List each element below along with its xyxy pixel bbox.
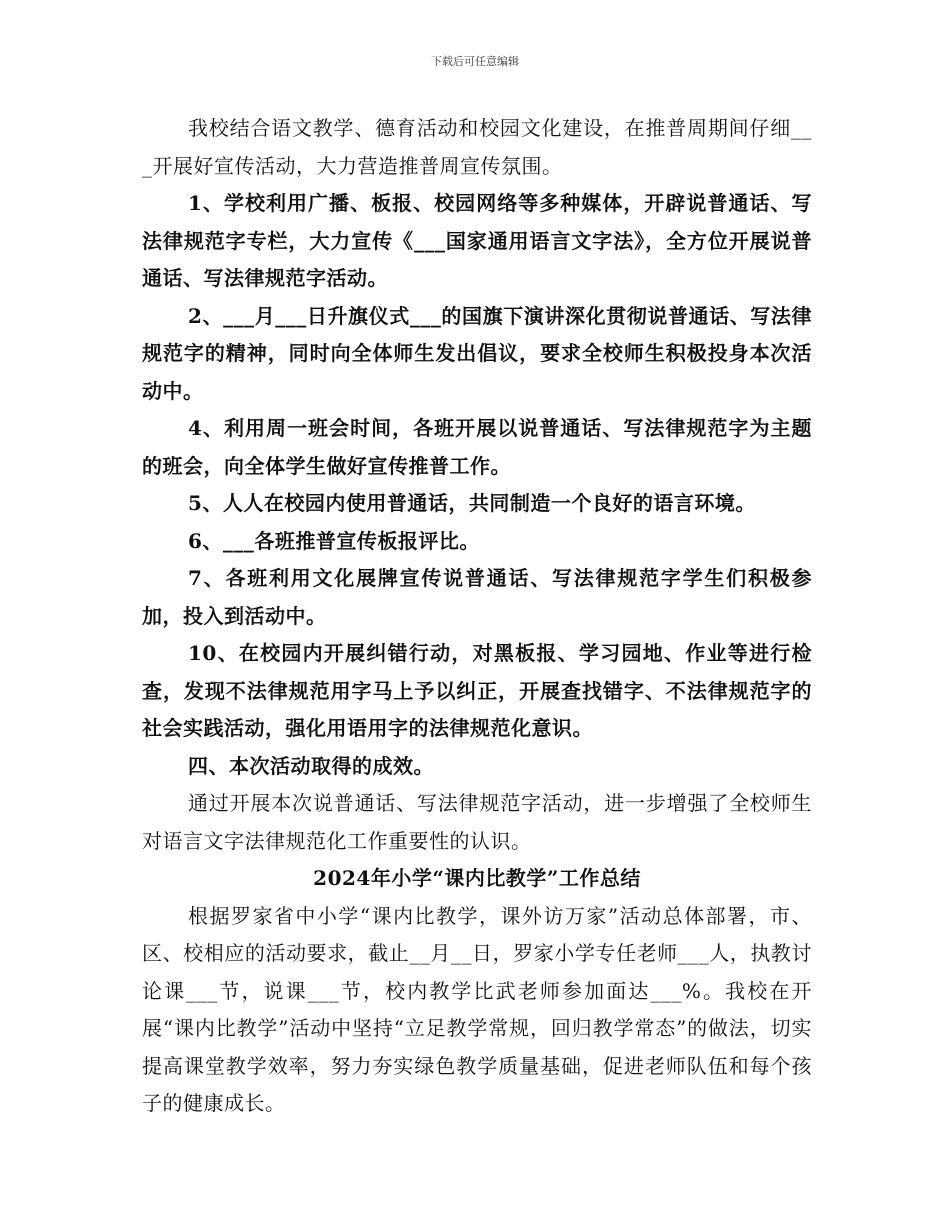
list-item-5: 5、人人在校园内使用普通话，共同制造一个良好的语言环境。 bbox=[188, 491, 756, 515]
list-item-4: 4、利用周一班会时间，各班开展以说普通话、写法律规范字为主题的班会，向全体学生做好宣传推普工作。 bbox=[142, 416, 812, 478]
page-header: 下载后可任意编辑 bbox=[431, 55, 519, 68]
intro-paragraph: 我校结合语文教学、德育活动和校园文化建设，在推普周期间仔细___开展好宣传活动，大力营造推普周宣传氛围。 bbox=[142, 116, 812, 178]
effect-paragraph: 通过开展本次说普通话、写法律规范字活动，进一步增强了全校师生对语言文字法律规范化工作重要性的认识。 bbox=[142, 791, 812, 853]
list-item-10: 10、在校园内开展纠错行动，对黑板报、学习园地、作业等进行检查，发现不法律规范用字马上予以纠正，开展查找错字、不法律规范字的社会实践活动，强化用语用字的法律规范化意识。 bbox=[142, 641, 812, 740]
document-body bbox=[142, 110, 812, 1123]
list-item-7: 7、各班利用文化展牌宣传说普通话、写法律规范字学生们积极参加，投入到活动中。 bbox=[142, 566, 812, 628]
section-heading-4: 四、本次活动取得的成效。 bbox=[188, 753, 434, 778]
summary-title: 2024年小学“课内比教学”工作总结 bbox=[313, 866, 641, 890]
summary-body: 根据罗家省中小学“课内比教学，课外访万家”活动总体部署，市、区、校相应的活动要求，截止__月__日，罗家小学专任老师___人，执教讨论课___节，说课___节，校内教学比武老师参加面达___%。我校在开展“课内比教学”活动中坚持“立足教学常规，回归教学常态”的做法，切实提高课堂教学效率，努力夯实绿色教学质量基础，促进老师队伍和每个孩子的健康成长。 bbox=[142, 903, 812, 1115]
list-item-6: 6、___各班推普宣传板报评比。 bbox=[188, 528, 480, 553]
list-item-2: 2、___月___日升旗仪式___的国旗下演讲深化贯彻说普通话、写法律规范字的精神，同时向全体师生发出倡议，要求全校师生积极投身本次活动中。 bbox=[142, 303, 812, 403]
list-item-1: 1、学校利用广播、板报、校园网络等多种媒体，开辟说普通话、写法律规范字专栏，大力宣传《___国家通用语言文字法》，全方位开展说普通话、写法律规范字活动。 bbox=[142, 191, 812, 290]
